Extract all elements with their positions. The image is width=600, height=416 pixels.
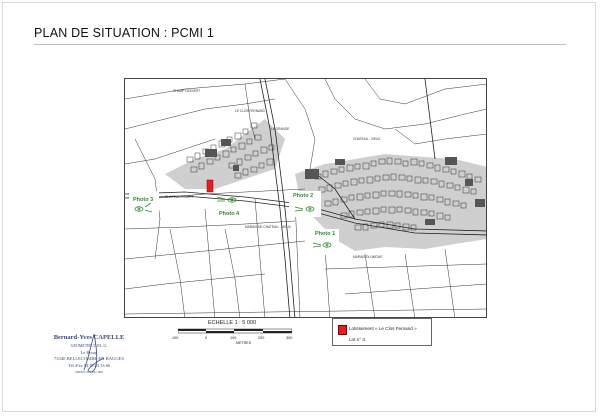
street-label: CHAPEAU ROUPIT [165, 195, 194, 199]
scale-tick: 200 [258, 336, 265, 340]
page-title: PLAN DE SITUATION : PCMI 1 [34, 26, 214, 40]
stamp-line: GEOMETRE D.P.L.G. [70, 343, 108, 348]
surveyor-stamp [44, 334, 134, 382]
scale-title: ECHELLE 1 : 5 000 [208, 320, 257, 326]
photo-3-label[interactable]: Photo 3 [133, 197, 154, 203]
photo-2-label[interactable]: Photo 2 [293, 193, 314, 199]
lot-marker [207, 180, 213, 192]
street-label: LA GRANGE [271, 127, 290, 131]
legend-sublabel: Lot n° 3 [349, 337, 365, 342]
scale-tick: 100 [230, 336, 237, 340]
stamp-line: Le Bourg [80, 350, 98, 355]
photo-1-label[interactable]: Photo 1 [315, 231, 336, 237]
street-label: MARAIS DE CHATEAU - VIEUX [245, 225, 291, 229]
legend-label: Lotissement « Le Clos Fernand » [349, 326, 417, 331]
scale-unit: METRES [236, 341, 251, 345]
scale-tick: 100 [172, 336, 179, 340]
legend-swatch [338, 325, 347, 335]
street-label: CHAMP DESVERT [173, 89, 201, 93]
scale-bar [178, 327, 292, 335]
title-rule [34, 44, 566, 45]
map-legend [332, 318, 432, 346]
stamp-line: 73340 BELLECOMBE EN BAUGES [53, 356, 125, 361]
scale-tick: 300 [286, 336, 293, 340]
stamp-line: SIREN 353 181 080 [75, 370, 103, 374]
photo-4-label[interactable]: Photo 4 [219, 211, 240, 217]
situation-map[interactable] [124, 78, 487, 318]
street-label: CHATEAU - VIEUX [353, 137, 381, 141]
signature [80, 330, 106, 376]
stamp-name: Bernard-Yves CAPELLE [53, 334, 125, 341]
scale-tick: 0 [205, 336, 208, 340]
stamp-line: Tél./Fax 04 79 63 33 66 [67, 363, 111, 368]
street-label: MARAIS DU MATAS [353, 255, 383, 259]
street-label: LE CLOS FERNAND [235, 109, 265, 113]
